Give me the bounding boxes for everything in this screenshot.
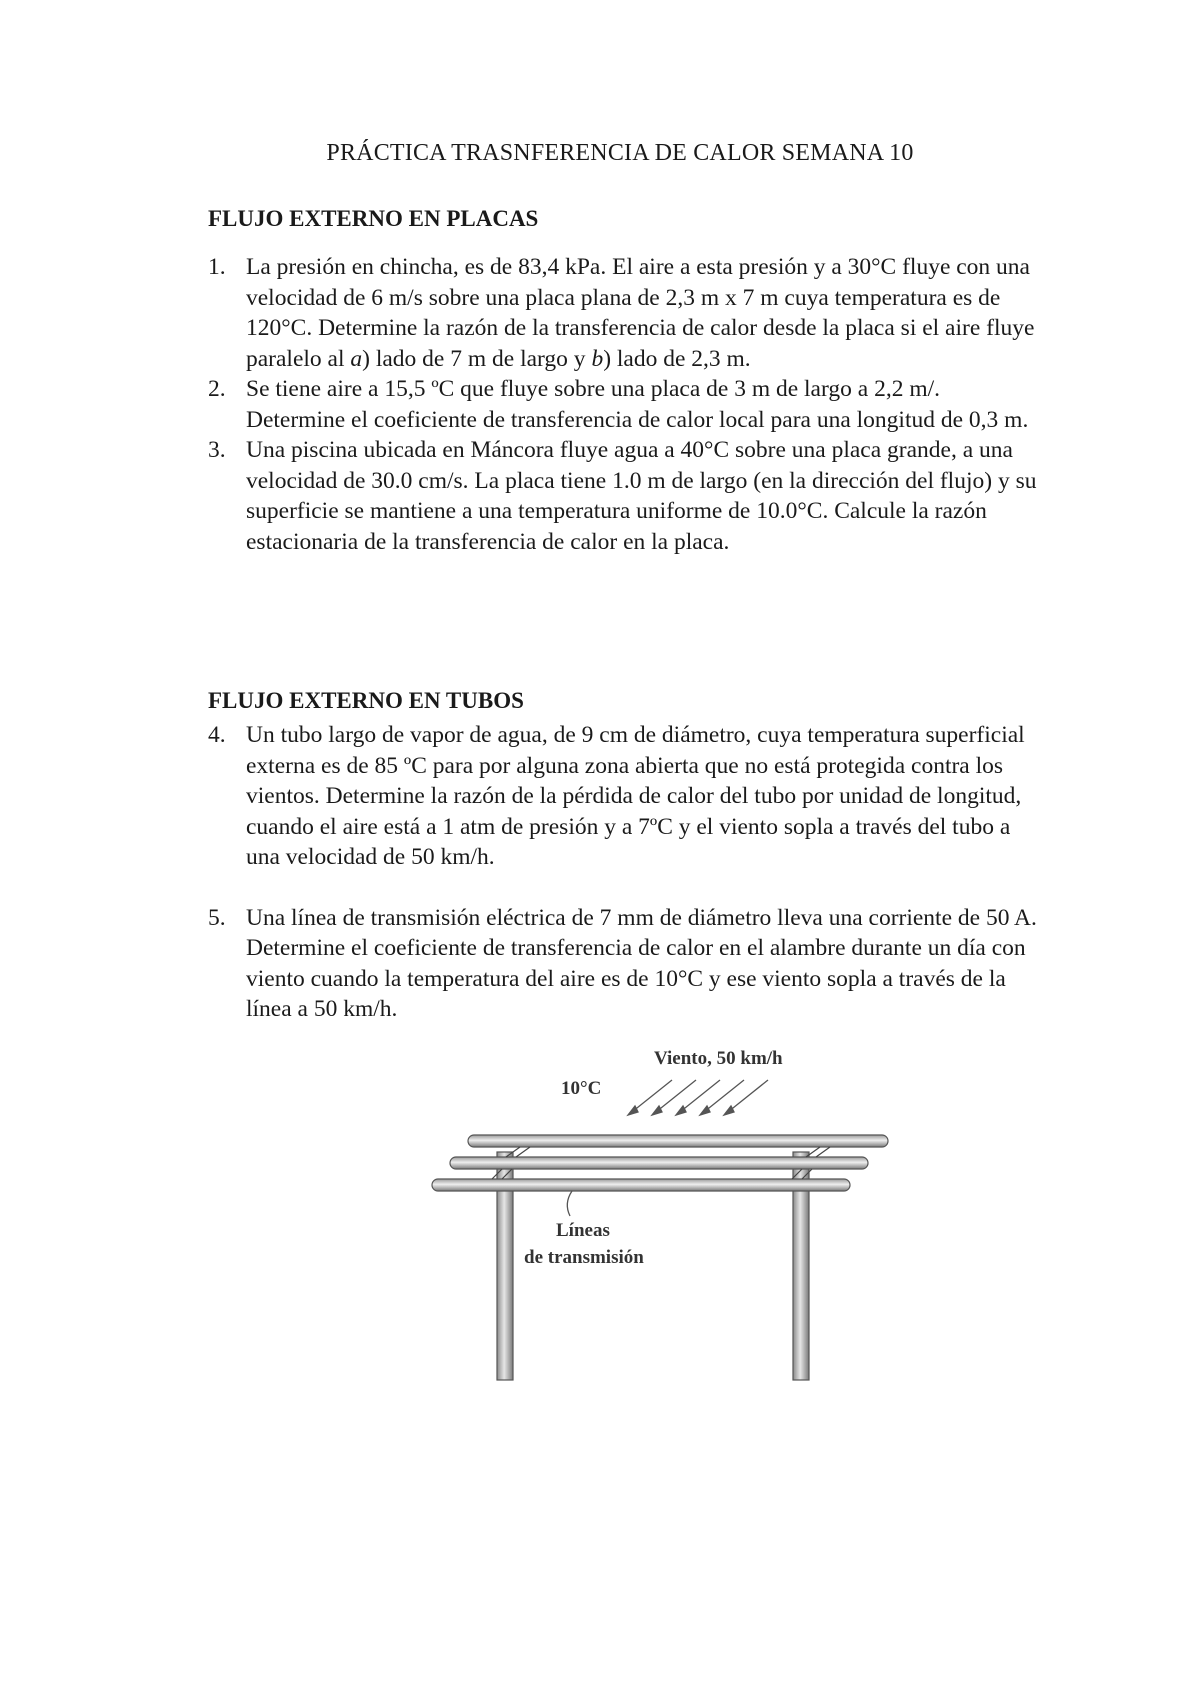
italic-a: a	[350, 345, 363, 372]
temperature-label: 10°C	[561, 1078, 602, 1099]
transmission-line	[468, 1135, 888, 1147]
transmission-lines-drawing	[420, 1040, 910, 1385]
problem-text: Una piscina ubicada en Máncora fluye agua a 40°C sobre una placa grande, a una velocidad de 30.0 cm/s. La placa tiene 1.0 m de largo (en la dirección del flujo) y su superficie se mantiene a una temperatura uniforme de 10.0°C. Calcule la razón estacionaria de la transferencia de calor en la placa.	[246, 437, 1037, 555]
problem-number: 2.	[208, 376, 226, 402]
section-heading-tubos: FLUJO EXTERNO EN TUBOS	[208, 688, 524, 713]
label-leader-line	[567, 1191, 572, 1216]
problem-text: La presión en chincha, es de 83,4 kPa. El aire a esta presión y a 30°C fluye con una velocidad de 6 m/s sobre una placa plana de 2,3 m x 7 m cuya temperatura es de 120°C. Determine la razón de la transferencia de calor desde la placa si el aire fluye paralelo al a) lado de 7 m de largo y b) lado de 2,3 m.	[246, 254, 1035, 372]
transmission-line	[450, 1157, 868, 1169]
section-heading-placas: FLUJO EXTERNO EN PLACAS	[208, 206, 539, 231]
lines-label-line1: Líneas	[556, 1220, 610, 1241]
problem-number: 4.	[208, 722, 226, 748]
problem-item	[208, 252, 1038, 374]
transmission-lines-figure	[420, 1040, 910, 1385]
problem-number: 5.	[208, 904, 226, 931]
document-title: PRÁCTICA TRASNFERENCIA DE CALOR SEMANA 10	[326, 140, 914, 166]
problem-item	[208, 903, 1038, 1025]
problem-number: 3.	[208, 437, 226, 463]
problem-text: Se tiene aire a 15,5 ºC que fluye sobre una placa de 3 m de largo a 2,2 m/. Determine el coeficiente de transferencia de calor local para una longitud de 0,3 m.	[246, 376, 1029, 433]
problem-item	[208, 374, 1038, 435]
problem-text: Una línea de transmisión eléctrica de 7 mm de diámetro lleva una corriente de 50 A. Determine el coeficiente de transferencia de calor en el alambre durante un día con viento cuando la temperatura del aire es de 10°C y ese viento sopla a través de la línea a 50 km/h.	[246, 904, 1037, 1022]
wind-label: Viento, 50 km/h	[654, 1048, 783, 1069]
italic-b: b	[591, 345, 604, 372]
wind-arrows	[628, 1080, 768, 1115]
problem-item	[208, 720, 1038, 873]
problem-list-tubos	[208, 720, 1038, 1025]
problem-list-placas	[208, 252, 1038, 557]
transmission-line	[432, 1179, 850, 1191]
problem-text: Un tubo largo de vapor de agua, de 9 cm de diámetro, cuya temperatura superficial externa es de 85 ºC para por alguna zona abierta que no está protegida contra los vientos. Determine la razón de la pérdida de calor del tubo por unidad de longitud, cuando el aire está a 1 atm de presión y a 7ºC y el viento sopla a través del tubo a una velocidad de 50 km/h.	[246, 722, 1025, 870]
problem-number: 1.	[208, 254, 226, 280]
lines-label-line2: de transmisión	[524, 1247, 644, 1268]
problem-item	[208, 435, 1038, 557]
